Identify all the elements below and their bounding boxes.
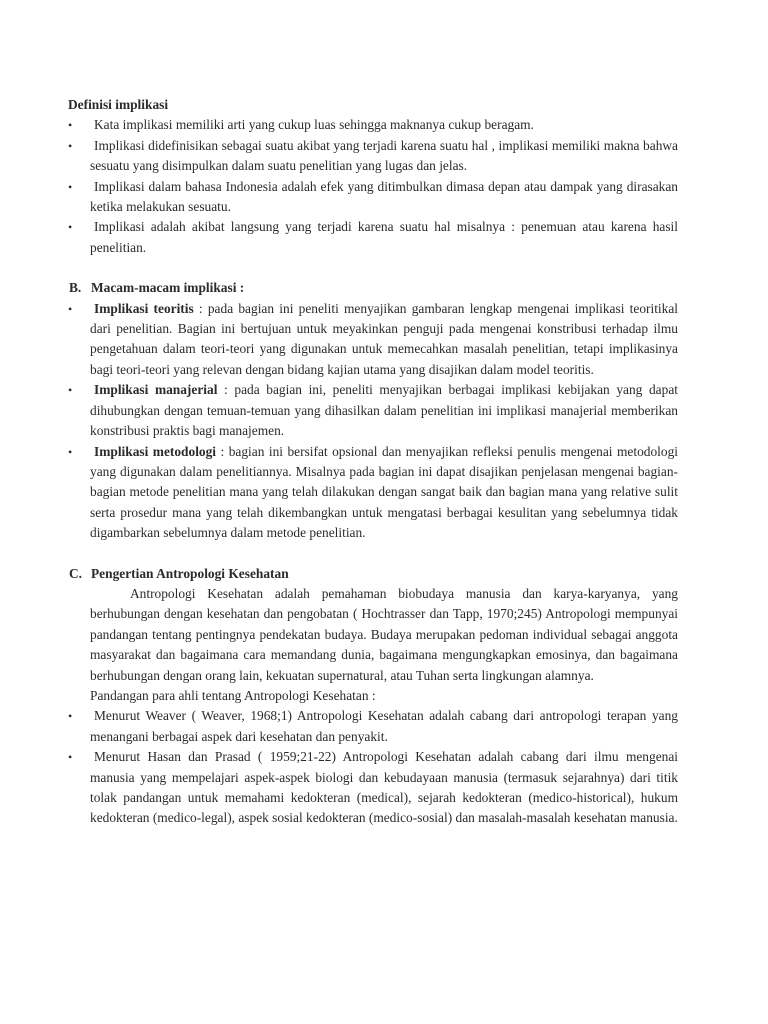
list-item [68,115,678,135]
section-b-list [68,299,678,544]
section-c-intro: Pandangan para ahli tentang Antropologi Kesehatan : [90,687,376,703]
list-item [68,177,678,218]
term-label: Implikasi teoritis [94,300,194,316]
bullet-icon: • [68,179,73,194]
section-c-letter: C. [69,565,83,581]
section-b-title: Macam-macam implikasi : [91,280,245,296]
term-description: : pada bagian ini, peneliti menyajikan berbagai implikasi kebijakan yang dapat dihubungkan dengan temuan-temuan yang dihasilkan dalam penelitian ini implikasi manajerial memberikan konstribusi praktis bagi manajemen. [90,382,678,439]
list-item [68,380,678,441]
list-item [68,747,678,829]
list-item-text: Implikasi adalah akibat langsung yang terjadi karena suatu hal misalnya : penemuan atau karena hasil penelitian. [90,219,678,255]
section-c-list [68,706,678,828]
section-c-paragraph: Antropologi Kesehatan adalah pemahaman biobudaya manusia dan karya-karyanya, yang berhubungan dengan kesehatan dan pengobatan ( Hochtrasser dan Tapp, 1970;245) Antropologi mempunyai pandangan tentang pentingnya pendekatan budaya. Budaya merupakan pedoman individual sebagai anggota masyarakat dan bagaimana cara memandang dunia, bagaimana mengungkapkan emosinya, dan bagaimana berhubungan dengan orang lain, kekuatan supernatural, atau Tuhan serta lingkungan alamnya. [90,585,678,683]
section-b-letter: B. [69,280,82,296]
bullet-icon: • [68,138,73,153]
spacer [68,258,678,278]
term-description: : bagian ini bersifat opsional dan menyajikan refleksi penulis mengenai metodologi yang digunakan dalam penelitiannya. Misalnya pada bagian ini dapat disajikan penjelasan mengenai bagian-bagian metode penelitian mana yang telah dilakukan dengan sangat baik dan bagian mana yang relative sulit serta prosedur mana yang telah dikembangkan untuk mengatasi berbagai kesulitan yang sebelumnya tidak digambarkan sebelumnya dalam metode penelitian. [90,443,678,541]
bullet-icon: • [68,750,73,765]
list-item [68,299,678,381]
list-item [68,136,678,177]
list-item-text: Implikasi didefinisikan sebagai suatu akibat yang terjadi karena suatu hal , implikasi memiliki makna bahwa sesuatu yang disimpulkan dalam suatu penelitian yang lugas dan jelas. [90,137,678,174]
list-item-text: Menurut Weaver ( Weaver, 1968;1) Antropologi Kesehatan adalah cabang dari antropologi terapan yang menangani berbagai aspek dari kesehatan dan penyakit. [90,708,678,744]
bullet-icon: • [68,301,73,316]
list-item-text: Implikasi dalam bahasa Indonesia adalah efek yang ditimbulkan dimasa depan atau dampak yang dirasakan ketika melakukan sesuatu. [90,178,678,215]
bullet-icon: • [68,709,73,724]
spacer [68,544,678,564]
section-b-heading [68,278,678,298]
term-label: Implikasi metodologi [94,443,217,459]
document-page [68,95,678,829]
list-item-text: Kata implikasi memiliki arti yang cukup luas sehingga maknanya cukup beragam. [94,117,534,133]
bullet-icon: • [68,220,73,235]
section-c-heading [68,564,678,584]
list-item [68,217,678,258]
term-label: Implikasi manajerial [94,382,218,398]
list-item [68,442,678,544]
bullet-icon: • [68,118,73,133]
bullet-icon: • [68,383,73,398]
bullet-icon: • [68,444,73,459]
term-description: : pada bagian ini peneliti menyajikan gambaran lengkap mengenai implikasi teoritikal dari penelitian. Bagian ini bertujuan untuk meyakinkan penguji pada mengenai konstribusi terhadap ilmu pengetahuan dalam teori-teori yang digunakan untuk memecahkan masalah penelitian, tetapi implikasinya bagi teori-teori yang relevan dengan bidang kajian utama yang disajikan dalam model teoritis. [90,300,678,377]
section-c-title: Pengertian Antropologi Kesehatan [91,565,289,581]
section-a-list [68,115,678,258]
list-item [68,706,678,747]
section-a-title: Definisi implikasi [68,97,169,112]
list-item-text: Menurut Hasan dan Prasad ( 1959;21-22) Antropologi Kesehatan adalah cabang dari ilmu mengenai manusia yang mempelajari aspek-aspek biologi dan kebudayaan manusia (termasuk sejarahnya) dari titik tolak pandangan untuk memahami kedokteran (medical), sejarah kedokteran (medico-historical), hukum kedokteran (medico-legal), aspek sosial kedokteran (medico-sosial) dan masalah-masalah kesehatan manusia. [90,749,678,826]
